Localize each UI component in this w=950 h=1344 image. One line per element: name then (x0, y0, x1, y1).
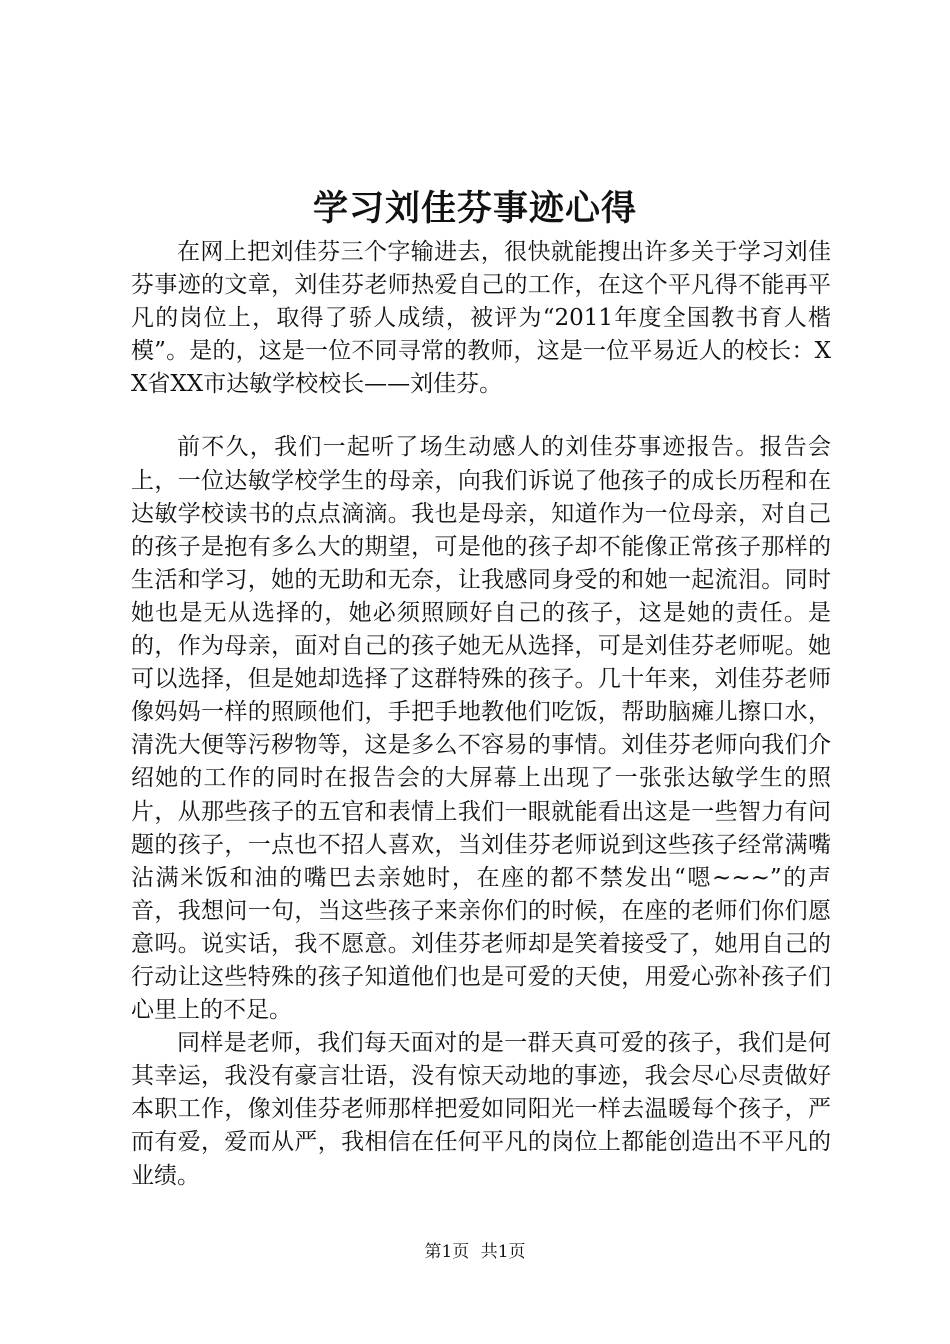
page-footer (0, 1240, 950, 1264)
page-number-total: 共1页 (480, 1242, 526, 1262)
page-number-current: 第1页 (424, 1242, 470, 1262)
document-body (131, 236, 831, 1193)
paragraph-2: 前不久，我们一起听了场生动感人的刘佳芬事迹报告。报告会上，一位达敏学校学生的母亲，向我们诉说了他孩子的成长历程和在达敏学校读书的点点滴滴。我也是母亲，知道作为一位母亲，对自己的孩子是抱有多么大的期望，可是他的孩子却不能像正常孩子那样的生活和学习，她的无助和无奈，让我感同身受的和她一起流泪。同时她也是无从选择的，她必须照顾好自己的孩子，这是她的责任。是的，作为母亲，面对自己的孩子她无从选择，可是刘佳芬老师呢。她可以选择，但是她却选择了这群特殊的孩子。几十年来，刘佳芬老师像妈妈一样的照顾他们，手把手地教他们吃饭，帮助脑瘫儿擦口水，清洗大便等污秽物等，这是多么不容易的事情。刘佳芬老师向我们介绍她的工作的同时在报告会的大屏幕上出现了一张张达敏学生的照片，从那些孩子的五官和表情上我们一眼就能看出这是一些智力有问题的孩子，一点也不招人喜欢，当刘佳芬老师说到这些孩子经常满嘴沾满米饭和油的嘴巴去亲她时，在座的都不禁发出“嗯~~~”的声音，我想问一句，当这些孩子来亲你们的时候，在座的老师们你们愿意吗。说实话，我不愿意。刘佳芬老师却是笑着接受了，她用自己的行动让这些特殊的孩子知道他们也是可爱的天使，用爱心弥补孩子们心里上的不足。 (131, 434, 831, 1024)
paragraph-1: 在网上把刘佳芬三个字输进去，很快就能搜出许多关于学习刘佳芬事迹的文章，刘佳芬老师热爱自己的工作，在这个平凡得不能再平凡的岗位上，取得了骄人成绩，被评为“2011年度全国教书育人楷模”。是的，这是一位不同寻常的教师，这是一位平易近人的校长：XX省XX市达敏学校校长——刘佳芬。 (131, 239, 831, 398)
document-title: 学习刘佳芬事迹心得 (312, 188, 637, 229)
paragraph-spacer (131, 401, 831, 431)
paragraph-3: 同样是老师，我们每天面对的是一群天真可爱的孩子，我们是何其幸运，我没有豪言壮语，没有惊天动地的事迹，我会尽心尽责做好本职工作，像刘佳芬老师那样把爱如同阳光一样去温暖每个孩子，严而有爱，爱而从严，我相信在任何平凡的岗位上都能创造出不平凡的业绩。 (131, 1030, 831, 1189)
